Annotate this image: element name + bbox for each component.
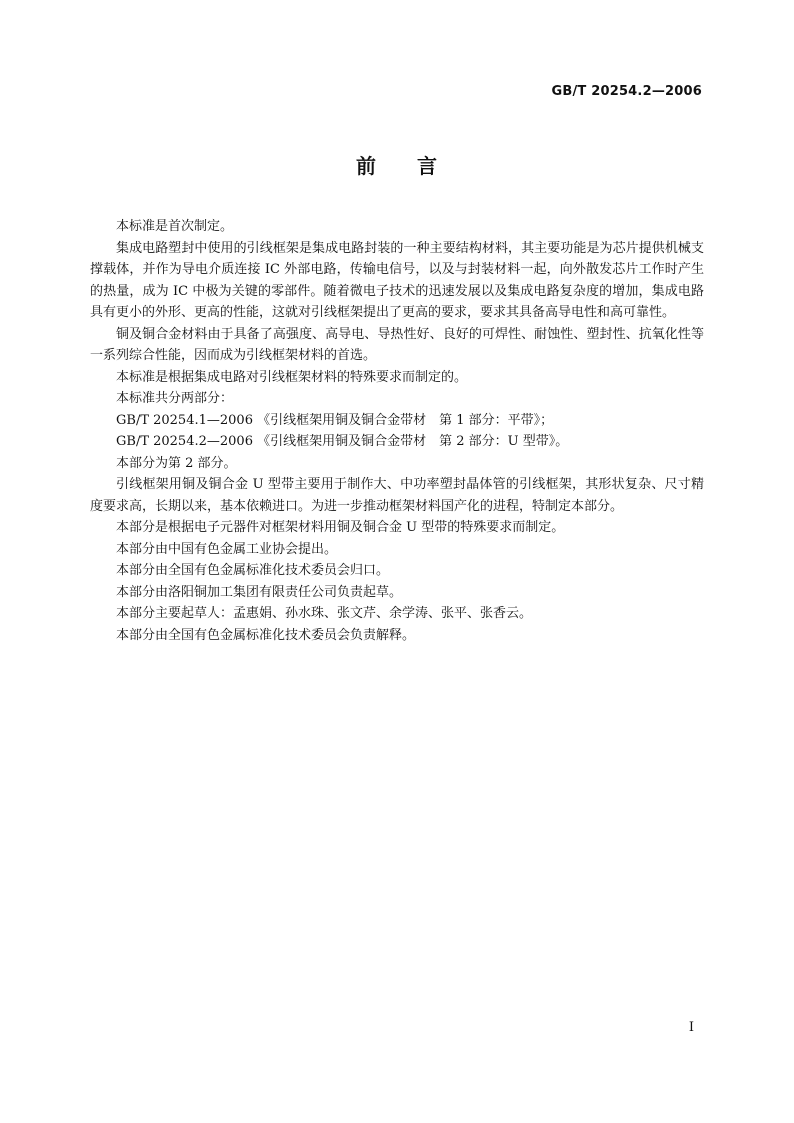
paragraph-interpreted-by: 本部分由全国有色金属标准化技术委员会负责解释。 bbox=[116, 627, 416, 643]
title-char-2: 言 bbox=[417, 154, 438, 178]
paragraph-parts-intro: 本标准共分两部分： bbox=[116, 391, 234, 406]
standard-code: GB/T 20254.2—2006 bbox=[551, 84, 702, 99]
foreword-body bbox=[90, 216, 704, 646]
page-title bbox=[0, 150, 794, 179]
paragraph-part-2: GB/T 20254.2—2006 《引线框架用铜及铜合金带材 第 2 部分：U 型带》。 bbox=[116, 434, 569, 449]
title-char-1: 前 bbox=[356, 154, 377, 178]
paragraph-this-part: 本部分为第 2 部分。 bbox=[116, 455, 237, 471]
paragraph-part-1: GB/T 20254.1—2006 《引线框架用铜及铜合金带材 第 1 部分：平带》； bbox=[116, 412, 554, 428]
page-number: I bbox=[688, 1020, 694, 1035]
paragraph-u-strip-basis: 本部分是根据电子元器件对框架材料用铜及铜合金 U 型带的特殊要求而制定。 bbox=[116, 520, 565, 535]
paragraph-drafters: 本部分主要起草人：孟惠娟、孙水珠、张文芹、余学涛、张平、张香云。 bbox=[116, 606, 533, 621]
paragraph-leadframe-intro: 集成电路塑封中使用的引线框架是集成电路封装的一种主要结构材料，其主要功能是为芯片提供机械支撑载体，并作为导电介质连接 IC 外部电路，传输电信号，以及与封装材料一起，向外散发芯片工作时产生的热量，成为 IC 中极为关键的零部件。随着微电子技术的迅速发展以及集成电路复杂度的增加，集成电路具有更小的外形、更高的性能，这就对引线框架提出了更高的要求，要求其具备高导电性和高可靠性。 bbox=[90, 240, 704, 320]
paragraph-proposed-by: 本部分由中国有色金属工业协会提出。 bbox=[116, 541, 338, 557]
paragraph-u-strip-usage: 引线框架用铜及铜合金 U 型带主要用于制作大、中功率塑封晶体管的引线框架，其形状复杂、尺寸精度要求高，长期以来，基本依赖进口。为进一步推动框架材料国产化的进程，特制定本部分。 bbox=[90, 477, 704, 514]
paragraph-basis: 本标准是根据集成电路对引线框架材料的特殊要求而制定的。 bbox=[116, 369, 468, 385]
paragraph-drafted-by: 本部分由洛阳铜加工集团有限责任公司负责起草。 bbox=[116, 584, 403, 600]
paragraph-copper-alloy: 铜及铜合金材料由于具备了高强度、高导电、导热性好、良好的可焊性、耐蚀性、塑封性、抗氧化性等一系列综合性能，因而成为引线框架材料的首选。 bbox=[90, 326, 704, 363]
paragraph-first-edition: 本标准是首次制定。 bbox=[116, 219, 234, 234]
paragraph-managed-by: 本部分由全国有色金属标准化技术委员会归口。 bbox=[116, 563, 390, 578]
